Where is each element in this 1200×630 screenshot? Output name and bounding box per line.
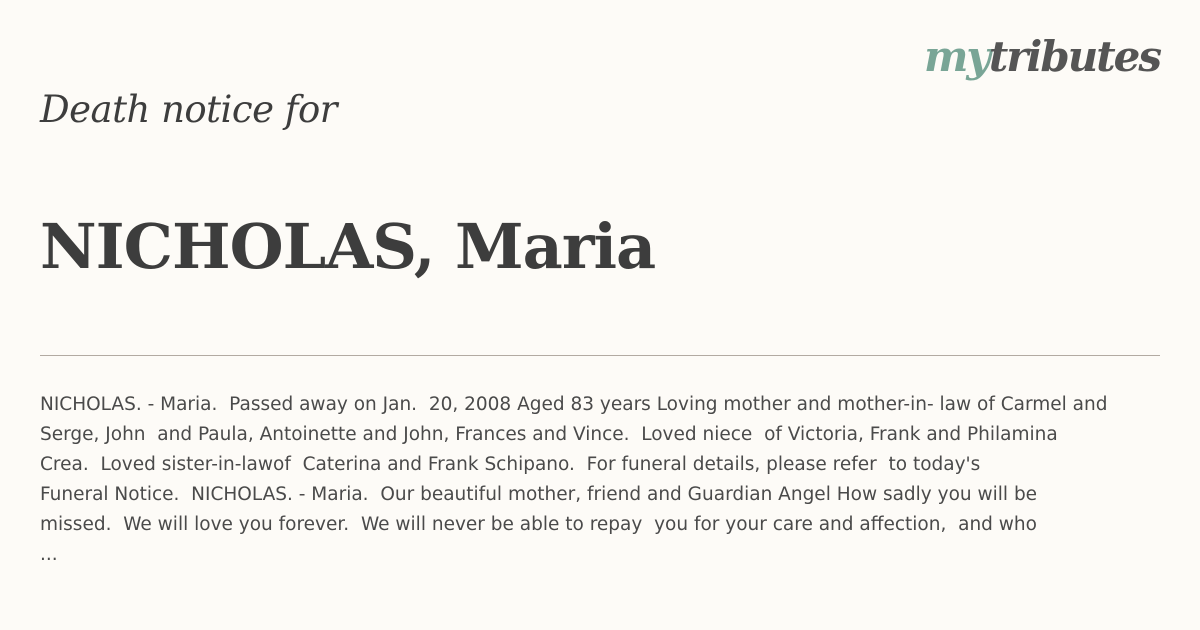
mytributes-logo[interactable]: [923, 32, 1160, 81]
divider: [40, 355, 1160, 356]
page-subtitle: Death notice for: [40, 88, 337, 131]
notice-line: missed. We will love you forever. We will never be able to repay you for your care and affection, and who: [40, 514, 1037, 535]
notice-line: Serge, John and Paula, Antoinette and John, Frances and Vince. Loved niece of Victoria, Frank and Philamina: [40, 424, 1058, 445]
notice-line: Funeral Notice. NICHOLAS. - Maria. Our beautiful mother, friend and Guardian Angel How sadly you will be: [40, 484, 1038, 505]
notice-ellipsis: ...: [40, 544, 58, 565]
logo-part-tributes: tributes: [988, 32, 1160, 81]
deceased-name: NICHOLAS, Maria: [40, 210, 656, 283]
logo-part-my: my: [923, 32, 989, 81]
notice-line: Crea. Loved sister-in-lawof Caterina and Frank Schipano. For funeral details, please refer to today's: [40, 454, 981, 475]
notice-text: [40, 390, 1190, 570]
notice-line: NICHOLAS. - Maria. Passed away on Jan. 20, 2008 Aged 83 years Loving mother and mother-in- law of Carmel and: [40, 394, 1108, 415]
